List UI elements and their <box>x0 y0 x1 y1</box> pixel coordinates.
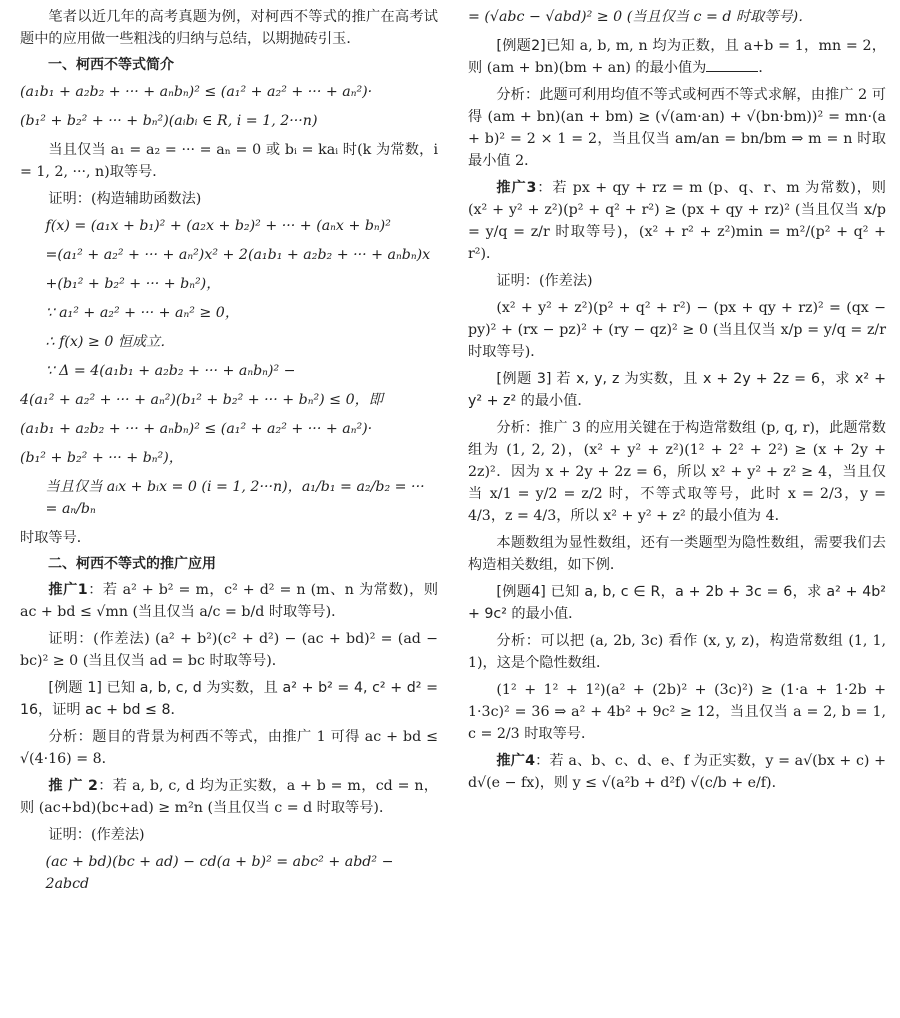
example-3-analysis: 分析：推广 3 的应用关键在于构造常数组 (p, q, r)，此题常数组为 (1, 2, 2)，(x² + y² + z²)(1² + 2² + 2²) ≥ (x + 2y + 2z)²．因为 x + 2y + 2z = 6，所以 x² + y² + z² ≥ 4，当且仅当 x/1 = y/2 = z/2 时，不等式取等号，此时 x = 2/3，y = 4/3，z = 4/3，所以 x² + y² + z² 的最小值为 4． <box>468 420 886 525</box>
extension-3-text: ：若 px + qy + rz = m (p、q、r、m 为常数)，则 (x² + y² + z²)(p² + q² + r²) ≥ (px + qy + rz)² (当且仅当 x/p = y/q = z/r 时取等号)，(x² + r² + z²)min = m²/(p² + q² + r²)． <box>468 180 886 263</box>
extension-4 <box>468 750 886 794</box>
extension-2-text: ：若 a, b, c, d 均为正实数，a + b = m，cd = n，则 (ac+bd)(bc+ad) ≥ m²n (当且仅当 c = d 时取等号)． <box>20 778 438 817</box>
proof-line-8: (a₁b₁ + a₂b₂ + ··· + aₙbₙ)² ≤ (a₁² + a₂² + ··· + aₙ²)· <box>20 420 373 437</box>
extension-3-proof: (x² + y² + z²)(p² + q² + r²) − (px + qy + rz)² = (qx − py)² + (rx − pz)² + (ry − qz)² ≥ 0 (当且仅当 x/p = y/q = z/r 时取等号)． <box>468 300 886 361</box>
extension-4-text: ：若 a、b、c、d、e、f 为正实数，y = a√(bx + c) + d√(e − fx)，则 y ≤ √(a²b + d²f) √(c/b + e/f)． <box>468 753 886 792</box>
proof-line-2: =(a₁² + a₂² + ··· + aₙ²)x² + 2(a₁b₁ + a₂b₂ + ··· + aₙbₙ)x <box>45 246 431 263</box>
example-3: [例题 3] 若 x, y, z 为实数，且 x + 2y + 2z = 6，求 x² + y² + z² 的最小值． <box>468 371 886 410</box>
section-2-heading: 二、柯西不等式的推广应用 <box>48 555 216 572</box>
extension-1-label: 推广1 <box>48 582 88 599</box>
right-column <box>468 6 886 799</box>
extension-4-label: 推广4 <box>496 753 535 770</box>
extension-3-proof-title: 证明：(作差法) <box>496 273 593 290</box>
example-4-calculation: (1² + 1² + 1²)(a² + (2b)² + (3c)²) ≥ (1·a + 1·2b + 1·3c)² = 36 ⇒ a² + 4b² + 9c² ≥ 12，当且仅当 a = 2, b = 1, c = 2/3 时取等号． <box>468 682 886 743</box>
example-2-tail: ． <box>758 60 773 77</box>
example-1: [例题 1] 已知 a, b, c, d 为实数，且 a² + b² = 4, c² + d² = 16，证明 ac + bd ≤ 8． <box>20 680 438 719</box>
proof-line-4: ∵ a₁² + a₂² + ··· + aₙ² ≥ 0， <box>45 304 240 321</box>
example-2-text: 已知 a, b, m, n 均为正数，且 a+b = 1，mn = 2，则 (am + bn)(bm + an) 的最小值为 <box>468 38 886 77</box>
example-1-analysis: 分析：题目的背景为柯西不等式，由推广 1 可得 ac + bd ≤ √(4·16) = 8． <box>20 729 438 768</box>
extension-1-text: ：若 a² + b² = m，c² + d² = n (m、n 为常数)，则 ac + bd ≤ √mn (当且仅当 a/c = b/d 时取等号)． <box>20 582 439 621</box>
proof-line-3: +(b₁² + b₂² + ··· + bₙ²)， <box>45 275 221 292</box>
proof-line-1: f(x) = (a₁x + b₁)² + (a₂x + b₂)² + ··· + (aₙx + bₙ)² <box>45 217 391 234</box>
proof-line-7: 4(a₁² + a₂² + ··· + aₙ²)(b₁² + b₂² + ··· + bₙ²) ≤ 0，即 <box>20 391 383 408</box>
extension-2-proof-line-2: = (√abc − √abd)² ≥ 0 (当且仅当 c = d 时取等号)． <box>468 9 813 25</box>
example-2-analysis: 分析：此题可利用均值不等式或柯西不等式求解，由推广 2 可得 (am + bn)(an + bm) ≥ (√(am·an) + √(bn·bm))² = mn·(a + b)² = 2 × 1 = 2，当且仅当 am/an = bn/bm ⇒ m = n 时取最小值 2． <box>468 87 886 170</box>
example-4-analysis: 分析：可以把 (a, 2b, 3c) 看作 (x, y, z)，构造常数组 (1, 1, 1)，这是个隐性数组． <box>468 633 886 672</box>
left-column <box>20 6 438 902</box>
example-2-label: [例题2] <box>496 38 546 54</box>
extension-2-label: 推 广 2 <box>48 778 98 795</box>
intro-paragraph: 笔者以近几年的高考真题为例，对柯西不等式的推广在高考试题中的应用做一些粗浅的归纳与总结，以期抛砖引玉． <box>20 9 438 47</box>
proof-line-5: ∴ f(x) ≥ 0 恒成立． <box>45 333 175 350</box>
example-2 <box>468 35 886 79</box>
extension-3 <box>468 177 886 265</box>
proof-line-10: 当且仅当 aᵢx + bᵢx = 0 (i = 1, 2···n)，a₁/b₁ = a₂/b₂ = ··· = aₙ/bₙ <box>45 478 425 517</box>
extension-2-proof-line-1: (ac + bd)(bc + ad) − cd(a + b)² = abc² + abd² − 2abcd <box>45 854 394 893</box>
extension-3-label: 推广3 <box>496 180 537 197</box>
extension-2-proof-title: 证明：(作差法) <box>48 827 145 844</box>
equality-condition: 当且仅当 a₁ = a₂ = ··· = aₙ = 0 或 bᵢ = kaᵢ 时(k 为常数，i = 1, 2, ···, n)取等号． <box>20 141 438 180</box>
cauchy-formula-line-2: (b₁² + b₂² + ··· + bₙ²)(aᵢbᵢ ∈ R, i = 1, 2···n) <box>20 112 318 129</box>
explicit-array-note: 本题数组为显性数组，还有一类题型为隐性数组，需要我们去构造相关数组，如下例． <box>468 535 886 574</box>
proof-line-9: (b₁² + b₂² + ··· + bₙ²)， <box>20 449 183 466</box>
proof-line-11: 时取等号． <box>20 529 91 546</box>
cauchy-formula-line-1: (a₁b₁ + a₂b₂ + ··· + aₙbₙ)² ≤ (a₁² + a₂² + ··· + aₙ²)· <box>20 83 373 100</box>
example-4: [例题4] 已知 a, b, c ∈ R，a + 2b + 3c = 6，求 a² + 4b² + 9c² 的最小值． <box>468 584 886 623</box>
extension-1 <box>20 579 438 623</box>
proof-line-6: ∵ Δ = 4(a₁b₁ + a₂b₂ + ··· + aₙbₙ)² − <box>45 362 296 379</box>
section-1-heading: 一、柯西不等式简介 <box>48 57 174 73</box>
proof-title: 证明：(构造辅助函数法) <box>48 190 202 207</box>
extension-1-proof: 证明：(作差法) (a² + b²)(c² + d²) − (ac + bd)² = (ad − bc)² ≥ 0 (当且仅当 ad = bc 时取等号)． <box>20 631 438 670</box>
answer-blank <box>706 57 758 72</box>
extension-2 <box>20 775 438 819</box>
